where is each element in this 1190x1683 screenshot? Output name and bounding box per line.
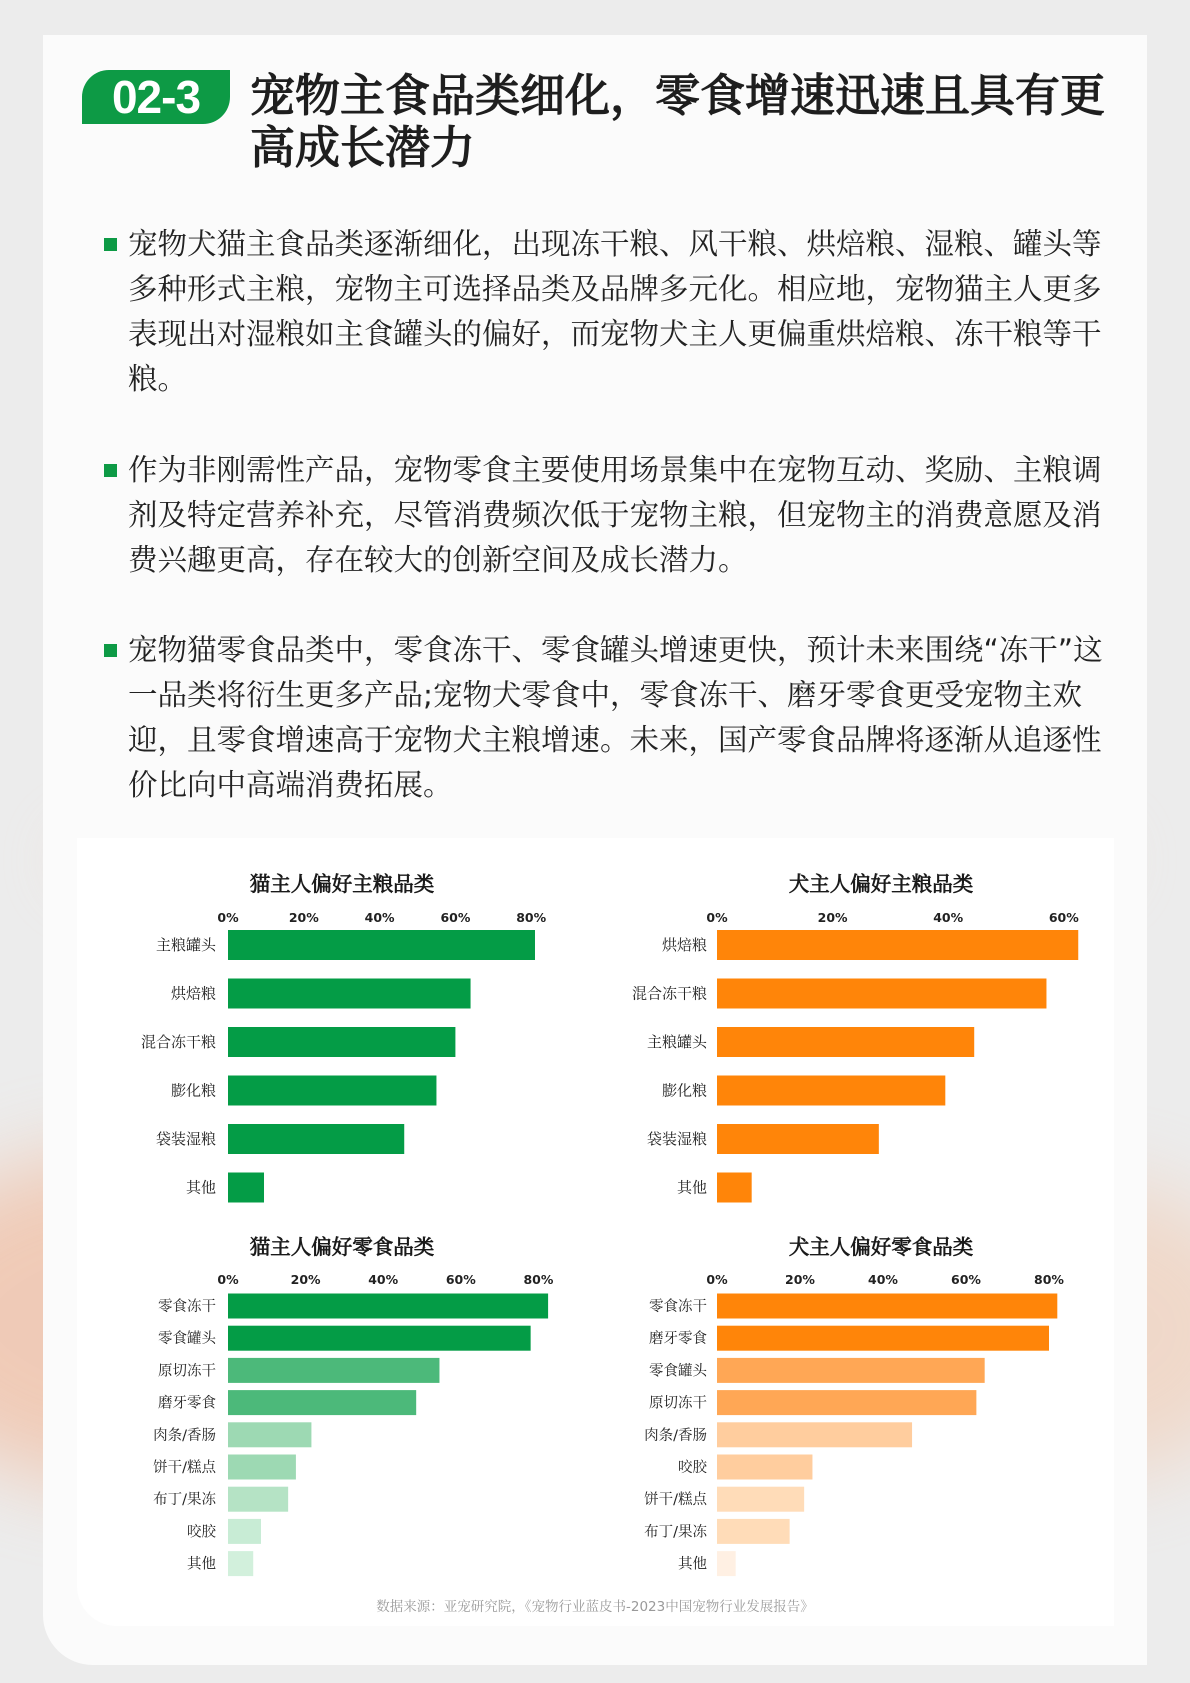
category-label: 布丁/果冻 xyxy=(153,1492,216,1509)
category-label: 磨牙零食 xyxy=(649,1331,707,1348)
bar xyxy=(717,1422,912,1447)
category-label: 烘焙粮 xyxy=(661,936,707,954)
category-label: 饼干/糕点 xyxy=(153,1460,216,1476)
x-tick-label: 80% xyxy=(516,910,547,925)
x-tick-label: 80% xyxy=(1034,1272,1064,1287)
category-label: 袋装湿粮 xyxy=(646,1130,707,1148)
x-tick-label: 0% xyxy=(217,1272,239,1287)
x-tick-label: 20% xyxy=(290,1272,321,1287)
category-label: 零食冻干 xyxy=(158,1299,216,1315)
bullet-text: 宠物犬猫主食品类逐渐细化，出现冻干粮、风干粮、烘焙粮、湿粮、罐头等多种形式主粮，宠物主可选择品类及品牌多元化。相应地，宠物猫主人更多表现出对湿粮如主食罐头的偏好，而宠物犬主人更偏重烘焙粮、冻干粮等干粮。 xyxy=(128,227,1102,396)
category-label: 其他 xyxy=(187,1556,216,1573)
bar xyxy=(717,1358,985,1383)
category-label: 其他 xyxy=(678,1556,707,1573)
x-tick-label: 40% xyxy=(368,1272,399,1287)
page-title: 宠物主食品类细化，零食增速迅速且具有更高成长潜力 xyxy=(250,69,1106,174)
x-tick-label: 0% xyxy=(217,910,239,925)
x-tick-label: 20% xyxy=(817,910,848,925)
bar xyxy=(228,1173,264,1203)
x-tick-label: 0% xyxy=(706,1272,728,1287)
bar xyxy=(717,1487,804,1512)
bar xyxy=(717,1076,945,1106)
category-label: 原切冻干 xyxy=(649,1395,707,1412)
bar xyxy=(717,979,1046,1009)
category-label: 肉条/香肠 xyxy=(153,1427,216,1444)
x-tick-label: 40% xyxy=(933,910,964,925)
category-label: 袋装湿粮 xyxy=(155,1130,216,1148)
bar xyxy=(717,1551,736,1576)
chart-title: 猫主人偏好零食品类 xyxy=(249,1235,435,1259)
bar xyxy=(228,1076,436,1106)
category-label: 其他 xyxy=(185,1178,216,1197)
chart-title: 猫主人偏好主粮品类 xyxy=(249,872,435,896)
bar xyxy=(228,1422,311,1447)
bar xyxy=(717,1326,1049,1351)
category-label: 零食罐头 xyxy=(649,1363,707,1380)
bar xyxy=(228,1326,531,1351)
section-number-badge: 02-3 xyxy=(82,70,230,124)
x-tick-label: 60% xyxy=(951,1272,981,1287)
x-tick-label: 20% xyxy=(288,910,319,925)
bullet-text: 作为非刚需性产品，宠物零食主要使用场景集中在宠物互动、奖励、主粮调剂及特定营养补充，尽管消费频次低于宠物主粮，但宠物主的消费意愿及消费兴趣更高，存在较大的创新空间及成长潜力。 xyxy=(128,453,1102,577)
bar xyxy=(717,1173,752,1203)
bar xyxy=(717,1294,1057,1319)
category-label: 咬胶 xyxy=(678,1460,707,1476)
bar xyxy=(717,1124,879,1154)
x-tick-label: 60% xyxy=(445,1272,476,1287)
bar xyxy=(717,930,1078,960)
category-label: 零食冻干 xyxy=(649,1299,707,1315)
bar xyxy=(717,1519,790,1544)
x-tick-label: 60% xyxy=(440,910,471,925)
bullet-text: 宠物猫零食品类中，零食冻干、零食罐头增速更快，预计未来围绕“冻干”这一品类将衍生更多产品;宠物犬零食中，零食冻干、磨牙零食更受宠物主欢迎，且零食增速高于宠物犬主粮增速。未来，国产零食品牌将逐渐从追逐性价比向中高端消费拓展。 xyxy=(128,633,1103,802)
category-label: 饼干/糕点 xyxy=(644,1492,707,1509)
bar xyxy=(228,1294,548,1319)
category-label: 混合冻干粮 xyxy=(631,984,707,1003)
bar xyxy=(228,1027,455,1057)
bar xyxy=(717,1455,812,1480)
bar xyxy=(228,1455,296,1480)
chart-title: 犬主人偏好零食品类 xyxy=(788,1235,974,1259)
category-label: 烘焙粮 xyxy=(170,984,216,1003)
bar xyxy=(228,1551,253,1576)
x-tick-label: 40% xyxy=(364,910,395,925)
category-label: 膨化粮 xyxy=(170,1081,216,1100)
category-label: 咬胶 xyxy=(187,1524,216,1541)
bar xyxy=(228,979,471,1009)
x-tick-label: 80% xyxy=(523,1272,554,1287)
bar xyxy=(228,1390,416,1415)
bar xyxy=(228,930,535,960)
category-label: 布丁/果冻 xyxy=(644,1524,707,1541)
category-label: 其他 xyxy=(676,1178,707,1197)
chart-title: 犬主人偏好主粮品类 xyxy=(788,872,974,896)
bar xyxy=(228,1487,288,1512)
category-label: 膨化粮 xyxy=(661,1081,707,1100)
x-tick-label: 40% xyxy=(868,1272,898,1287)
x-tick-label: 20% xyxy=(785,1272,815,1287)
category-label: 主粮罐头 xyxy=(155,936,216,954)
x-tick-label: 0% xyxy=(706,910,728,925)
category-label: 磨牙零食 xyxy=(158,1395,216,1412)
bar xyxy=(228,1519,261,1544)
bar xyxy=(228,1124,404,1154)
x-tick-label: 60% xyxy=(1048,910,1079,925)
category-label: 肉条/香肠 xyxy=(644,1427,707,1444)
category-label: 混合冻干粮 xyxy=(140,1033,216,1051)
category-label: 原切冻干 xyxy=(158,1363,216,1380)
category-label: 零食罐头 xyxy=(158,1331,216,1348)
category-label: 主粮罐头 xyxy=(646,1033,707,1051)
bar xyxy=(717,1390,976,1415)
bar xyxy=(717,1027,974,1057)
bar xyxy=(228,1358,439,1383)
source-note: 数据来源：亚宠研究院，《宠物行业蓝皮书-2023中国宠物行业发展报告》 xyxy=(376,1599,814,1615)
